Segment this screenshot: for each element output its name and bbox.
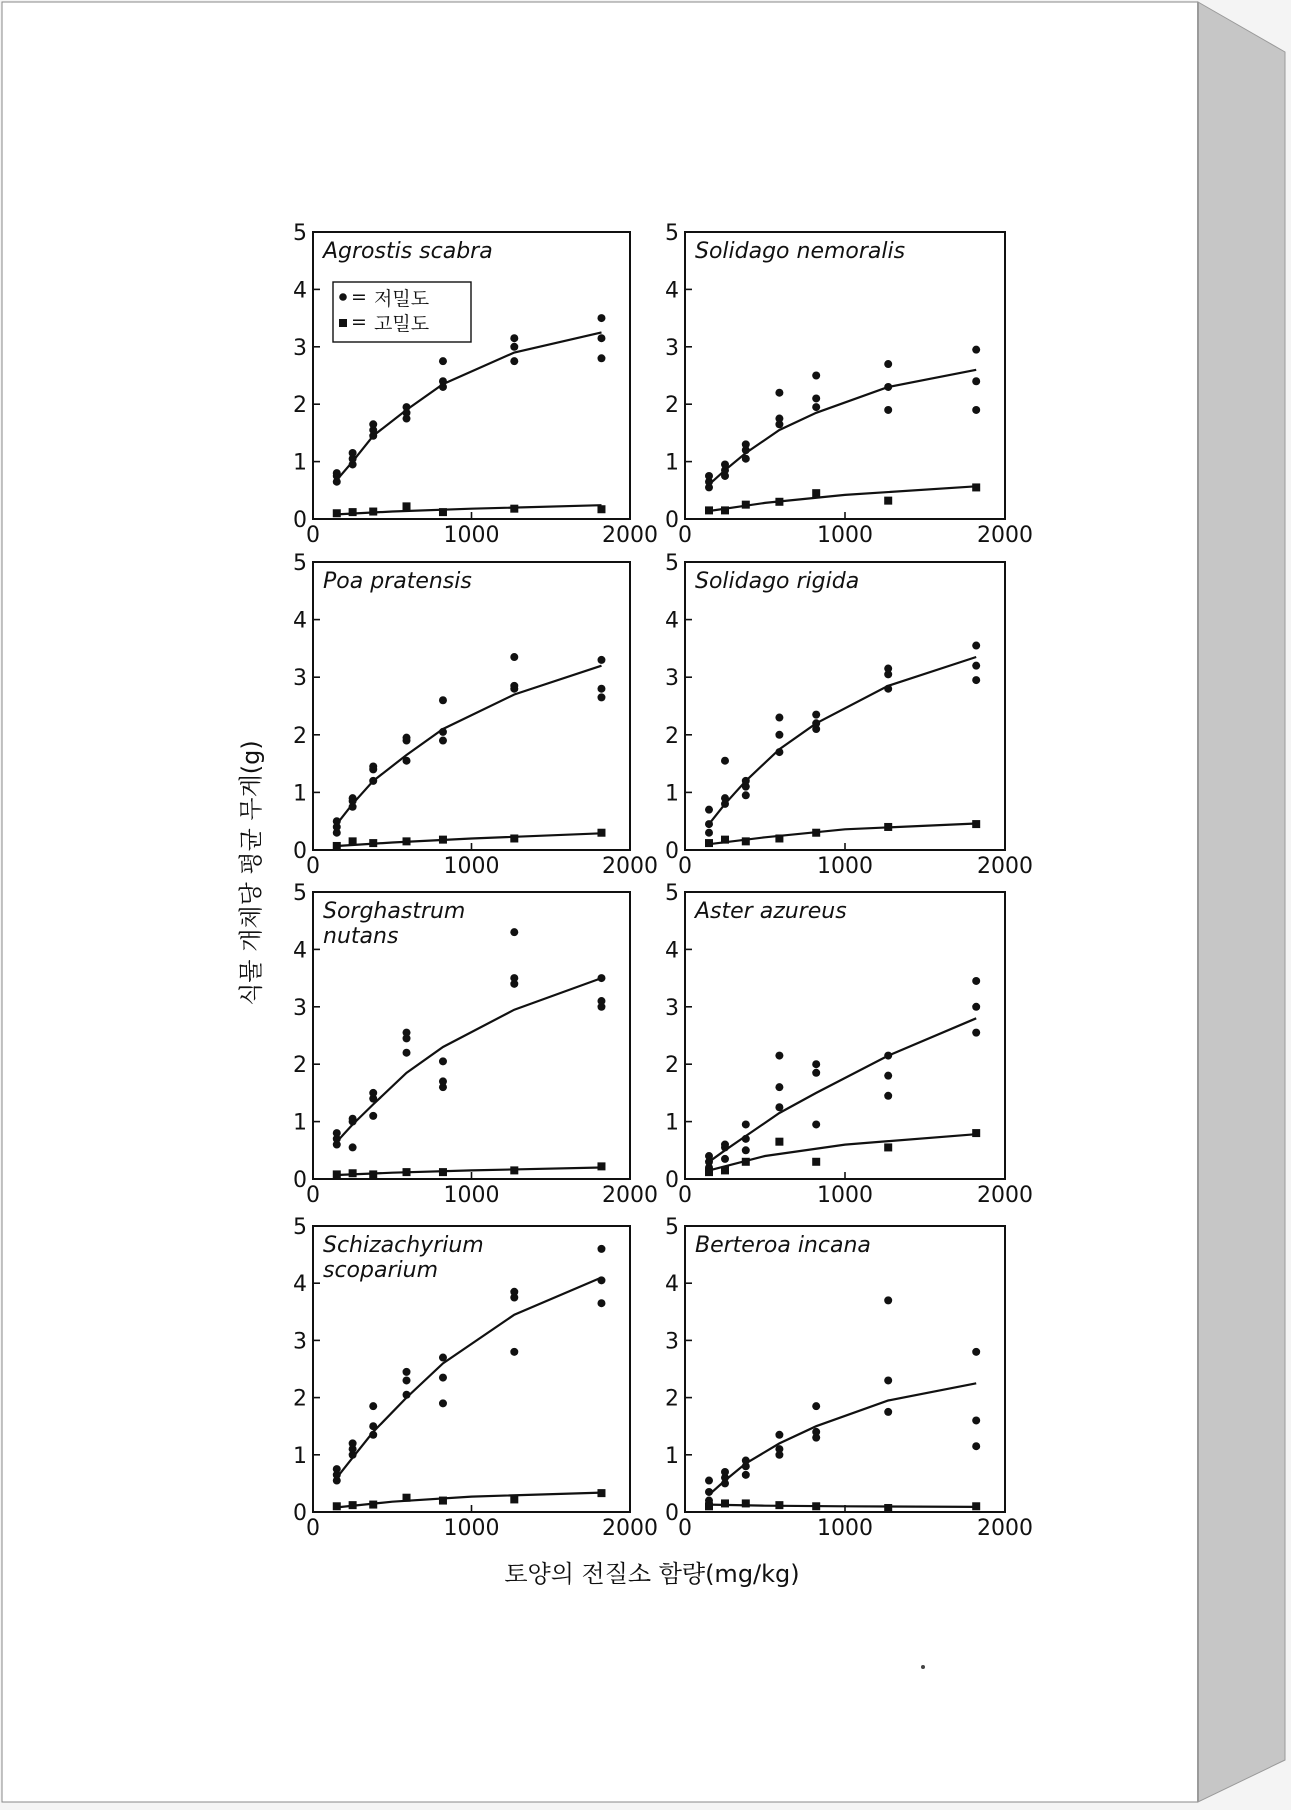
data-point-high-density	[403, 502, 411, 510]
y-tick-label: 1	[665, 450, 679, 476]
data-point-low-density	[597, 685, 605, 693]
data-point-low-density	[742, 455, 750, 463]
data-point-low-density	[812, 1120, 820, 1128]
y-tick-label: 1	[665, 781, 679, 807]
chart-title: Solidago rigida	[695, 569, 860, 594]
y-tick-label: 5	[665, 221, 679, 246]
x-tick-label: 2000	[977, 1516, 1033, 1541]
y-tick-label: 3	[665, 335, 679, 361]
data-point-high-density	[333, 1170, 341, 1178]
x-tick-label: 0	[678, 854, 692, 879]
data-point-low-density	[972, 406, 980, 414]
x-tick-label: 2000	[602, 1183, 658, 1208]
x-tick-label: 1000	[817, 1183, 873, 1208]
data-point-low-density	[705, 806, 713, 814]
y-tick-label: 3	[293, 666, 307, 692]
y-tick-label: 2	[665, 1386, 679, 1412]
data-point-low-density	[369, 762, 377, 770]
data-point-low-density	[884, 665, 892, 673]
data-point-high-density	[721, 836, 729, 844]
data-point-low-density	[812, 1069, 820, 1077]
y-tick-label: 1	[293, 781, 307, 807]
data-point-low-density	[349, 449, 357, 457]
chart-title: Schizachyrium scoparium	[323, 1233, 484, 1283]
y-tick-label: 5	[293, 1215, 307, 1240]
data-point-low-density	[972, 642, 980, 650]
data-point-high-density	[972, 483, 980, 491]
data-point-low-density	[884, 1052, 892, 1060]
stray-dot	[921, 1665, 925, 1669]
data-point-high-density	[775, 1138, 783, 1146]
data-point-high-density	[884, 1504, 892, 1512]
data-point-low-density	[775, 748, 783, 756]
data-point-high-density	[721, 1499, 729, 1507]
data-point-low-density	[721, 1141, 729, 1149]
y-tick-label: 3	[293, 995, 307, 1021]
data-point-low-density	[812, 719, 820, 727]
data-point-low-density	[369, 1089, 377, 1097]
data-point-high-density	[721, 1166, 729, 1174]
y-tick-label: 1	[293, 450, 307, 476]
y-axis-label: 식물 개체당 평균 무게(g)	[237, 740, 265, 1006]
data-point-low-density	[403, 403, 411, 411]
data-point-low-density	[403, 1029, 411, 1037]
data-point-high-density	[369, 1501, 377, 1509]
data-point-low-density	[812, 403, 820, 411]
data-point-low-density	[369, 1112, 377, 1120]
data-point-low-density	[705, 472, 713, 480]
chart-title: Sorghastrum nutans	[323, 899, 466, 949]
data-point-high-density	[369, 1170, 377, 1178]
data-point-low-density	[510, 343, 518, 351]
data-point-high-density	[812, 829, 820, 837]
y-tick-label: 0	[665, 1501, 679, 1526]
data-point-low-density	[333, 1465, 341, 1473]
y-tick-label: 0	[293, 508, 307, 533]
data-point-low-density	[403, 1376, 411, 1384]
data-point-high-density	[742, 1499, 750, 1507]
data-point-low-density	[812, 1402, 820, 1410]
data-point-high-density	[775, 498, 783, 506]
y-tick-label: 5	[665, 551, 679, 576]
y-tick-label: 2	[293, 1386, 307, 1412]
data-point-high-density	[403, 837, 411, 845]
data-point-low-density	[775, 1052, 783, 1060]
y-tick-label: 4	[665, 1272, 679, 1298]
x-tick-label: 2000	[602, 1516, 658, 1541]
data-point-high-density	[510, 1166, 518, 1174]
data-point-low-density	[972, 977, 980, 985]
data-point-low-density	[721, 1155, 729, 1163]
data-point-high-density	[972, 820, 980, 828]
x-tick-label: 0	[306, 854, 320, 879]
data-point-high-density	[349, 837, 357, 845]
y-tick-label: 1	[293, 1110, 307, 1136]
data-point-low-density	[597, 1299, 605, 1307]
data-point-high-density	[705, 1502, 713, 1510]
legend-label-low-density: 저밀도	[374, 288, 430, 310]
data-point-high-density	[369, 508, 377, 516]
data-point-high-density	[403, 1168, 411, 1176]
data-point-low-density	[369, 1402, 377, 1410]
data-point-low-density	[369, 777, 377, 785]
legend-label-high-density: 고밀도	[374, 313, 430, 335]
data-point-low-density	[705, 820, 713, 828]
data-point-high-density	[705, 839, 713, 847]
data-point-high-density	[333, 842, 341, 850]
data-point-low-density	[721, 460, 729, 468]
data-point-low-density	[439, 1354, 447, 1362]
data-point-low-density	[439, 1374, 447, 1382]
data-point-low-density	[884, 685, 892, 693]
data-point-low-density	[721, 757, 729, 765]
chart-title: Poa pratensis	[323, 569, 472, 594]
data-point-high-density	[775, 834, 783, 842]
x-tick-label: 0	[678, 1183, 692, 1208]
data-point-high-density	[439, 508, 447, 516]
data-point-high-density	[597, 1489, 605, 1497]
data-point-low-density	[775, 714, 783, 722]
y-tick-label: 2	[665, 393, 679, 419]
data-point-high-density	[369, 839, 377, 847]
y-tick-label: 0	[665, 839, 679, 864]
data-point-low-density	[721, 794, 729, 802]
data-point-low-density	[742, 1146, 750, 1154]
data-point-low-density	[597, 997, 605, 1005]
legend-dash: =	[351, 311, 367, 333]
data-point-low-density	[775, 1083, 783, 1091]
data-point-low-density	[705, 1477, 713, 1485]
x-tick-label: 0	[678, 523, 692, 548]
x-tick-label: 1000	[817, 854, 873, 879]
data-point-low-density	[812, 1060, 820, 1068]
y-tick-label: 5	[293, 551, 307, 576]
data-point-low-density	[597, 314, 605, 322]
data-point-low-density	[510, 928, 518, 936]
y-tick-label: 4	[293, 1272, 307, 1298]
data-point-high-density	[439, 836, 447, 844]
y-tick-label: 3	[665, 1329, 679, 1355]
data-point-high-density	[510, 834, 518, 842]
data-point-low-density	[742, 1457, 750, 1465]
y-tick-label: 0	[293, 1168, 307, 1193]
data-point-low-density	[972, 1416, 980, 1424]
data-point-low-density	[510, 357, 518, 365]
data-point-low-density	[597, 693, 605, 701]
y-tick-label: 0	[665, 508, 679, 533]
data-point-low-density	[333, 1129, 341, 1137]
data-point-high-density	[705, 1168, 713, 1176]
legend-dash: =	[351, 286, 367, 308]
y-tick-label: 2	[293, 393, 307, 419]
data-point-low-density	[972, 676, 980, 684]
data-point-low-density	[721, 1468, 729, 1476]
data-point-high-density	[510, 1495, 518, 1503]
data-point-high-density	[439, 1168, 447, 1176]
data-point-low-density	[705, 1152, 713, 1160]
data-point-low-density	[812, 394, 820, 402]
data-point-high-density	[333, 1502, 341, 1510]
data-point-high-density	[333, 509, 341, 517]
y-tick-label: 0	[293, 839, 307, 864]
x-tick-label: 1000	[443, 523, 500, 548]
legend	[333, 282, 471, 342]
data-point-low-density	[403, 734, 411, 742]
y-tick-label: 5	[293, 221, 307, 246]
x-axis-label: 토양의 전질소 함량(mg/kg)	[504, 1560, 800, 1588]
data-point-low-density	[349, 1143, 357, 1151]
data-point-high-density	[742, 837, 750, 845]
chart-title: Agrostis scabra	[323, 239, 493, 264]
x-tick-label: 2000	[977, 523, 1033, 548]
x-tick-label: 2000	[602, 854, 658, 879]
x-tick-label: 0	[306, 1183, 320, 1208]
data-point-high-density	[349, 1169, 357, 1177]
data-point-high-density	[972, 1129, 980, 1137]
data-point-low-density	[597, 334, 605, 342]
data-point-low-density	[812, 372, 820, 380]
data-point-low-density	[403, 757, 411, 765]
data-point-low-density	[597, 1276, 605, 1284]
x-tick-label: 2000	[977, 1183, 1033, 1208]
data-point-low-density	[439, 1057, 447, 1065]
data-point-low-density	[742, 1135, 750, 1143]
x-tick-label: 0	[306, 523, 320, 548]
data-point-low-density	[775, 415, 783, 423]
data-point-low-density	[742, 440, 750, 448]
data-point-low-density	[349, 1115, 357, 1123]
data-point-high-density	[884, 497, 892, 505]
chart-title: Aster azureus	[695, 899, 847, 924]
y-tick-label: 0	[293, 1501, 307, 1526]
data-point-low-density	[972, 1003, 980, 1011]
data-point-low-density	[403, 1391, 411, 1399]
data-point-high-density	[439, 1497, 447, 1505]
data-point-low-density	[884, 1408, 892, 1416]
x-tick-label: 0	[306, 1516, 320, 1541]
data-point-low-density	[884, 1092, 892, 1100]
data-point-low-density	[349, 1439, 357, 1447]
data-point-low-density	[369, 1422, 377, 1430]
data-point-low-density	[775, 389, 783, 397]
data-point-low-density	[742, 1471, 750, 1479]
data-point-low-density	[972, 1442, 980, 1450]
data-point-low-density	[510, 1348, 518, 1356]
data-point-high-density	[597, 1162, 605, 1170]
y-tick-label: 5	[293, 881, 307, 906]
data-point-low-density	[742, 1120, 750, 1128]
data-point-high-density	[705, 506, 713, 514]
y-tick-label: 2	[293, 723, 307, 749]
data-point-low-density	[439, 1399, 447, 1407]
y-tick-label: 1	[293, 1443, 307, 1469]
data-point-low-density	[884, 1072, 892, 1080]
data-point-high-density	[721, 506, 729, 514]
data-point-low-density	[597, 1245, 605, 1253]
data-point-low-density	[972, 1029, 980, 1037]
y-tick-label: 2	[293, 1053, 307, 1079]
data-point-low-density	[333, 817, 341, 825]
data-point-low-density	[403, 1368, 411, 1376]
data-point-low-density	[775, 731, 783, 739]
data-point-low-density	[884, 360, 892, 368]
y-tick-label: 1	[665, 1443, 679, 1469]
data-point-low-density	[884, 383, 892, 391]
data-point-high-density	[349, 1501, 357, 1509]
data-point-high-density	[510, 505, 518, 513]
data-point-low-density	[972, 1348, 980, 1356]
data-point-low-density	[742, 791, 750, 799]
data-point-high-density	[812, 1502, 820, 1510]
x-tick-label: 2000	[977, 854, 1033, 879]
data-point-low-density	[403, 1049, 411, 1057]
y-tick-label: 5	[665, 881, 679, 906]
x-tick-label: 1000	[817, 1516, 873, 1541]
data-point-low-density	[775, 1445, 783, 1453]
data-point-low-density	[510, 1288, 518, 1296]
data-point-low-density	[439, 1077, 447, 1085]
y-tick-label: 4	[293, 278, 307, 304]
data-point-low-density	[439, 737, 447, 745]
y-tick-label: 4	[665, 278, 679, 304]
data-point-low-density	[775, 1431, 783, 1439]
data-point-low-density	[972, 377, 980, 385]
data-point-low-density	[439, 696, 447, 704]
data-point-low-density	[510, 653, 518, 661]
x-tick-label: 0	[678, 1516, 692, 1541]
data-point-low-density	[884, 1296, 892, 1304]
data-point-low-density	[884, 406, 892, 414]
data-point-high-density	[742, 501, 750, 509]
data-point-low-density	[742, 777, 750, 785]
data-point-high-density	[972, 1502, 980, 1510]
chart-title: Solidago nemoralis	[695, 239, 906, 264]
data-point-low-density	[349, 794, 357, 802]
legend-circle-marker	[339, 293, 347, 301]
data-point-low-density	[972, 346, 980, 354]
data-point-low-density	[510, 682, 518, 690]
data-point-low-density	[597, 656, 605, 664]
data-point-low-density	[775, 1103, 783, 1111]
data-point-low-density	[439, 377, 447, 385]
data-point-low-density	[369, 420, 377, 428]
data-point-high-density	[812, 489, 820, 497]
data-point-low-density	[597, 974, 605, 982]
data-point-high-density	[775, 1501, 783, 1509]
y-tick-label: 4	[665, 608, 679, 634]
data-point-high-density	[597, 829, 605, 837]
y-tick-label: 3	[665, 666, 679, 692]
data-point-low-density	[510, 974, 518, 982]
x-tick-label: 2000	[602, 523, 658, 548]
data-point-low-density	[705, 829, 713, 837]
data-point-low-density	[369, 1431, 377, 1439]
chart-title: Berteroa incana	[695, 1233, 871, 1258]
y-tick-label: 5	[665, 1215, 679, 1240]
data-point-low-density	[705, 1488, 713, 1496]
data-point-low-density	[439, 728, 447, 736]
x-tick-label: 1000	[817, 523, 873, 548]
x-tick-label: 1000	[443, 1516, 500, 1541]
y-tick-label: 3	[665, 995, 679, 1021]
data-point-low-density	[972, 662, 980, 670]
y-tick-label: 4	[293, 608, 307, 634]
data-point-low-density	[510, 334, 518, 342]
y-tick-label: 4	[293, 938, 307, 964]
y-tick-label: 3	[293, 335, 307, 361]
y-tick-label: 1	[665, 1110, 679, 1136]
x-tick-label: 1000	[443, 1183, 500, 1208]
y-tick-label: 2	[665, 723, 679, 749]
data-point-high-density	[812, 1158, 820, 1166]
data-point-high-density	[884, 1143, 892, 1151]
x-tick-label: 1000	[443, 854, 500, 879]
data-point-low-density	[884, 1376, 892, 1384]
book-edge	[1198, 2, 1285, 1802]
data-point-high-density	[403, 1494, 411, 1502]
y-tick-label: 0	[665, 1168, 679, 1193]
data-point-low-density	[439, 357, 447, 365]
data-point-low-density	[333, 469, 341, 477]
y-tick-label: 3	[293, 1329, 307, 1355]
data-point-low-density	[597, 354, 605, 362]
data-point-low-density	[812, 711, 820, 719]
data-point-high-density	[349, 508, 357, 516]
y-tick-label: 2	[665, 1053, 679, 1079]
data-point-high-density	[597, 505, 605, 513]
data-point-high-density	[742, 1158, 750, 1166]
data-point-low-density	[812, 1428, 820, 1436]
y-tick-label: 4	[665, 938, 679, 964]
data-point-high-density	[884, 823, 892, 831]
legend-square-marker	[339, 319, 347, 327]
